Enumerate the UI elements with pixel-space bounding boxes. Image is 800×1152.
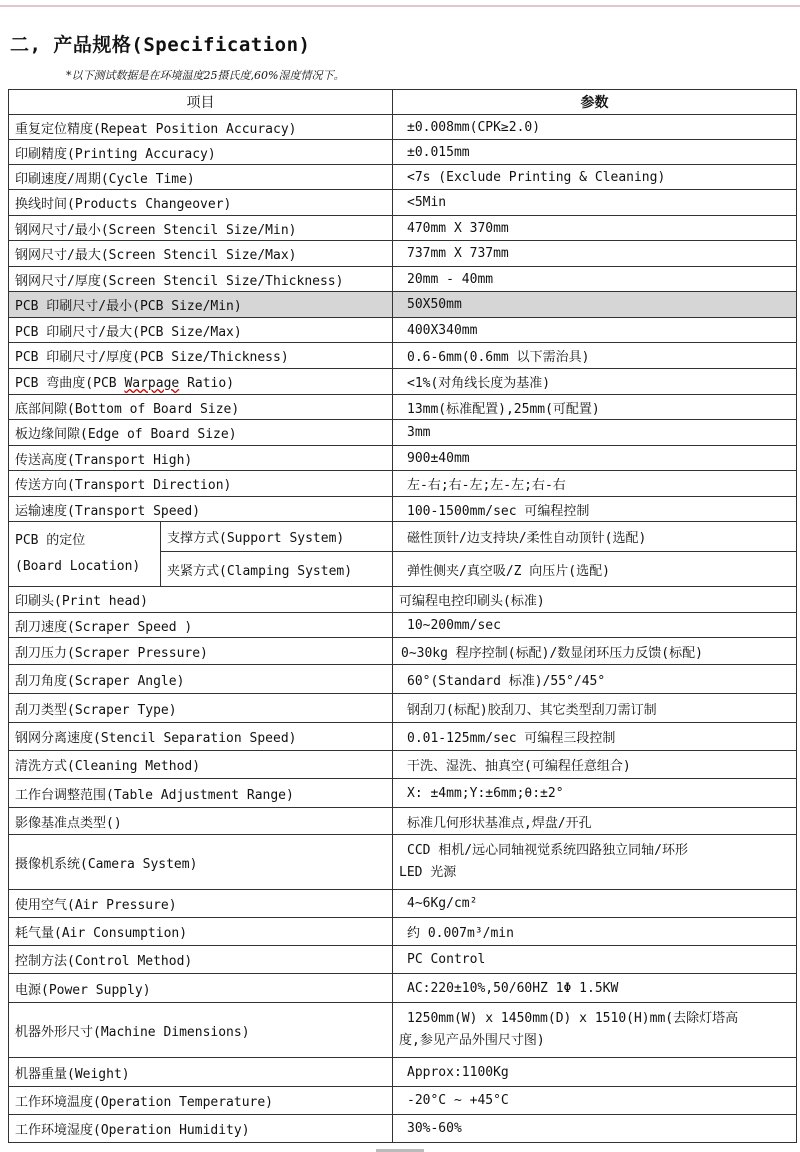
row-label: 钢网分离速度(Stencil Separation Speed) [9, 723, 393, 751]
table-row [9, 140, 797, 165]
row-label: 重复定位精度(Repeat Position Accuracy) [9, 115, 393, 140]
value-line: LED 光源 [399, 865, 457, 880]
row-value: ±0.015mm [393, 140, 797, 165]
row-label: 传送方向(Transport Direction) [9, 471, 393, 497]
row-value: 左-右;右-左;左-左;右-右 [393, 471, 797, 497]
test-condition-note: *以下测试数据是在环境温度25摄氏度,60%湿度情况下。 [66, 69, 345, 82]
row-label: 使用空气(Air Pressure) [9, 890, 393, 918]
row-label: 运输速度(Transport Speed) [9, 497, 393, 522]
clamping-system-value: 弹性侧夹/真空吸/Z 向压片(选配) [393, 552, 797, 587]
table-row [9, 343, 797, 369]
row-label: 刮刀压力(Scraper Pressure) [9, 638, 393, 665]
row-label: 控制方法(Control Method) [9, 946, 393, 974]
board-location-label-cn: PCB 的定位 [15, 533, 86, 548]
value-line: CCD 相机/远心同轴视觉系统四路独立同轴/环形 [407, 843, 688, 858]
table-row [9, 395, 797, 420]
table-row [9, 318, 797, 343]
table-header [9, 90, 797, 115]
row-value: 50X50mm [393, 292, 797, 318]
table-row [9, 946, 797, 974]
table-row [9, 115, 797, 140]
table-row [9, 890, 797, 918]
row-label: 印刷精度(Printing Accuracy) [9, 140, 393, 165]
table-row [9, 587, 797, 613]
row-label: 机器外形尺寸(Machine Dimensions) [9, 1003, 393, 1058]
row-value: <7s (Exclude Printing & Cleaning) [393, 165, 797, 190]
row-value: 3mm [393, 420, 797, 446]
row-value: 13mm(标准配置),25mm(可配置) [393, 395, 797, 420]
row-value: 60°(Standard 标准)/55°/45° [393, 665, 797, 694]
row-label: 钢网尺寸/最小(Screen Stencil Size/Min) [9, 216, 393, 241]
row-label: 板边缘间隙(Edge of Board Size) [9, 420, 393, 446]
row-label: 钢网尺寸/厚度(Screen Stencil Size/Thickness) [9, 267, 393, 292]
row-label: PCB 印刷尺寸/最大(PCB Size/Max) [9, 318, 393, 343]
row-label: 摄像机系统(Camera System) [9, 835, 393, 890]
top-rule [0, 5, 800, 7]
row-label: 机器重量(Weight) [9, 1058, 393, 1087]
header-param: 参数 [393, 90, 797, 115]
row-value: <5Min [393, 190, 797, 216]
table-row [9, 638, 797, 665]
table-row [9, 694, 797, 723]
support-system-label: 支撑方式(Support System) [161, 522, 393, 552]
table-row [9, 471, 797, 497]
row-value: 470mm X 370mm [393, 216, 797, 241]
clamping-system-label: 夹紧方式(Clamping System) [161, 552, 393, 587]
row-value: -20°C ~ +45°C [393, 1087, 797, 1115]
row-value: 20mm - 40mm [393, 267, 797, 292]
support-system-value: 磁性顶针/边支持块/柔性自动顶针(选配) [393, 522, 797, 552]
row-value: X: ±4mm;Y:±6mm;θ:±2° [393, 779, 797, 808]
row-value: Approx:1100Kg [393, 1058, 797, 1087]
row-value: 可编程电控印刷头(标准) [393, 587, 797, 613]
row-value: 钢刮刀(标配)胶刮刀、其它类型刮刀需订制 [393, 694, 797, 723]
table-row [9, 216, 797, 241]
row-value: 0~30kg 程序控制(标配)/数显闭环压力反馈(标配) [393, 638, 797, 665]
table-row [9, 1087, 797, 1115]
row-label: 印刷速度/周期(Cycle Time) [9, 165, 393, 190]
row-value: ±0.008mm(CPK≥2.0) [393, 115, 797, 140]
table-row [9, 974, 797, 1003]
table-row [9, 241, 797, 267]
value-line: 度,参见产品外围尺寸图) [399, 1033, 545, 1048]
row-value: 400X340mm [393, 318, 797, 343]
row-value: PC Control [393, 946, 797, 974]
row-label: 电源(Power Supply) [9, 974, 393, 1003]
value-line: 1250mm(W) x 1450mm(D) x 1510(H)mm(去除灯塔高 [407, 1011, 739, 1026]
table-row [9, 918, 797, 946]
table-row [9, 420, 797, 446]
specification-table [8, 89, 797, 1143]
row-label: PCB 印刷尺寸/最小(PCB Size/Min) [9, 292, 393, 318]
row-label: 传送高度(Transport High) [9, 446, 393, 471]
row-value [393, 835, 797, 890]
row-label: 换线时间(Products Changeover) [9, 190, 393, 216]
label-part: Ratio) [179, 376, 235, 391]
table-row [9, 613, 797, 638]
row-label: 工作环境湿度(Operation Humidity) [9, 1115, 393, 1143]
table-row [9, 751, 797, 779]
table-row [9, 1003, 797, 1058]
spellcheck-underlined-word: Warpage [124, 376, 180, 391]
row-value: <1%(对角线长度为基准) [393, 369, 797, 395]
row-label: 刮刀速度(Scraper Speed ) [9, 613, 393, 638]
row-value: 100-1500mm/sec 可编程控制 [393, 497, 797, 522]
row-value: AC:220±10%,50/60HZ 1Φ 1.5KW [393, 974, 797, 1003]
row-value: 约 0.007m³/min [393, 918, 797, 946]
row-label: 工作台调整范围(Table Adjustment Range) [9, 779, 393, 808]
row-label: 工作环境温度(Operation Temperature) [9, 1087, 393, 1115]
row-label: 耗气量(Air Consumption) [9, 918, 393, 946]
table-row [9, 665, 797, 694]
table-row [9, 723, 797, 751]
row-label: 底部间隙(Bottom of Board Size) [9, 395, 393, 420]
table-row-location-support [9, 522, 797, 552]
table-row [9, 497, 797, 522]
row-value: 0.01-125mm/sec 可编程三段控制 [393, 723, 797, 751]
board-location-label-en: (Board Location) [15, 559, 141, 574]
board-location-label [9, 522, 161, 587]
row-value: 900±40mm [393, 446, 797, 471]
row-label: PCB 印刷尺寸/厚度(PCB Size/Thickness) [9, 343, 393, 369]
row-label: 清洗方式(Cleaning Method) [9, 751, 393, 779]
table-row-highlighted [9, 292, 797, 318]
table-row [9, 190, 797, 216]
row-value [393, 1003, 797, 1058]
row-label: 印刷头(Print head) [9, 587, 393, 613]
table-row [9, 1058, 797, 1087]
table-row [9, 165, 797, 190]
row-value: 干洗、湿洗、抽真空(可编程任意组合) [393, 751, 797, 779]
row-value: 737mm X 737mm [393, 241, 797, 267]
table-row [9, 1115, 797, 1143]
row-label: 影像基准点类型() [9, 808, 393, 835]
row-value: 30%-60% [393, 1115, 797, 1143]
row-label: 钢网尺寸/最大(Screen Stencil Size/Max) [9, 241, 393, 267]
table-row [9, 779, 797, 808]
row-label: 刮刀类型(Scraper Type) [9, 694, 393, 723]
row-value: 标准几何形状基准点,焊盘/开孔 [393, 808, 797, 835]
table-row [9, 835, 797, 890]
table-row [9, 446, 797, 471]
table-row [9, 369, 797, 395]
table-row [9, 267, 797, 292]
row-label [9, 369, 393, 395]
row-value: 0.6-6mm(0.6mm 以下需治具) [393, 343, 797, 369]
row-value: 10~200mm/sec [393, 613, 797, 638]
section-title: 二, 产品规格(Specification) [10, 34, 311, 56]
row-value: 4~6Kg/cm² [393, 890, 797, 918]
row-label: 刮刀角度(Scraper Angle) [9, 665, 393, 694]
label-part: PCB 弯曲度(PCB [15, 376, 125, 391]
header-item: 项目 [9, 90, 393, 115]
table-row [9, 808, 797, 835]
